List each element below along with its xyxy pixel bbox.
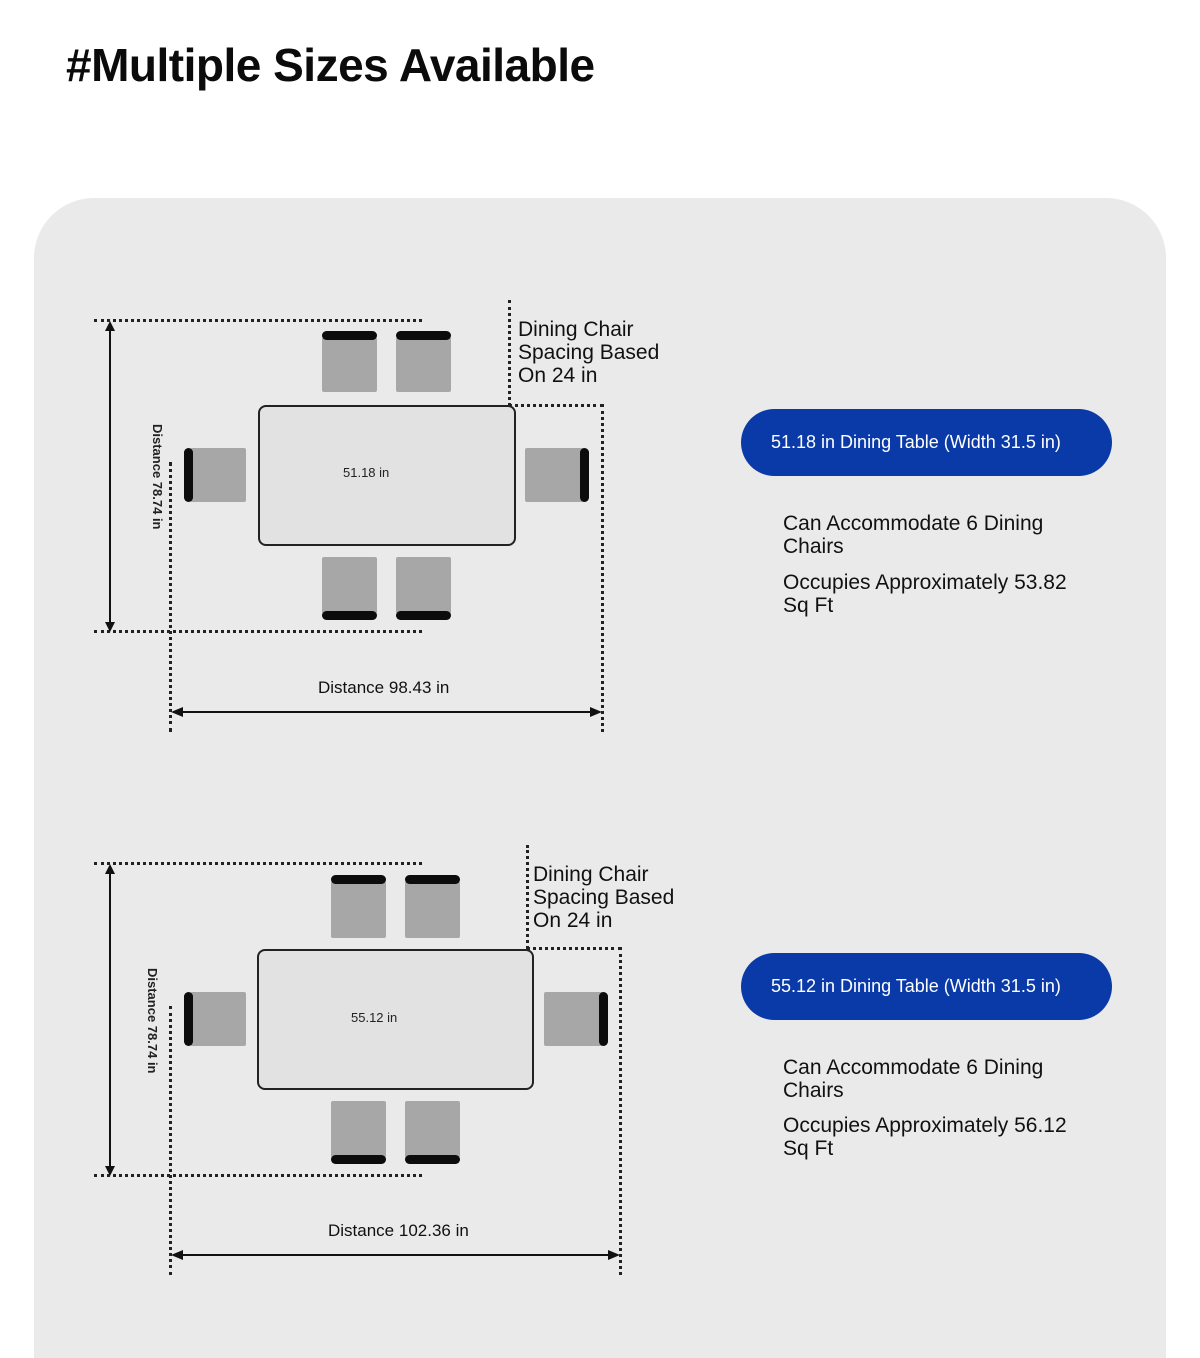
page-title: #Multiple Sizes Available	[66, 39, 595, 91]
chair-back	[184, 992, 193, 1046]
chair-top-right	[405, 881, 460, 938]
width-distance-label: Distance 102.36 in	[328, 1221, 469, 1240]
chair-back	[331, 1155, 386, 1164]
right-extent-line	[601, 404, 604, 732]
width-dimension-line	[176, 711, 596, 713]
chair-back	[405, 1155, 460, 1164]
chair-left	[190, 992, 246, 1046]
spacing-top-line	[508, 404, 604, 407]
chair-spacing-note: Dining Chair Spacing Based On 24 in	[533, 863, 675, 932]
table-length-label: 55.12 in	[351, 1010, 398, 1025]
chair-back	[580, 448, 589, 502]
arrow-right-icon	[608, 1250, 620, 1260]
capacity-text: Can Accommodate 6 Dining Chairs	[783, 512, 1044, 558]
chair-top-left	[322, 337, 377, 392]
spacing-divider-line	[508, 300, 511, 406]
height-distance-label: Distance 78.74 in	[145, 968, 160, 1074]
chair-spacing-note: Dining Chair Spacing Based On 24 in	[518, 318, 660, 387]
left-extent-line	[169, 462, 172, 732]
chair-bottom-left	[322, 557, 377, 614]
table-length-label: 51.18 in	[343, 465, 390, 480]
chair-bottom-right	[396, 557, 451, 614]
chair-back	[322, 331, 377, 340]
chair-left	[190, 448, 246, 502]
arrow-left-icon	[171, 707, 183, 717]
bottom-extent-line	[94, 630, 422, 633]
right-extent-line	[619, 947, 622, 1275]
chair-bottom-right	[405, 1101, 460, 1158]
width-dimension-line	[176, 1254, 614, 1256]
width-distance-label: Distance 98.43 in	[318, 678, 450, 697]
chair-back	[599, 992, 608, 1046]
bottom-extent-line	[94, 1174, 422, 1177]
top-extent-line	[94, 319, 422, 322]
top-extent-line	[94, 862, 422, 865]
chair-top-left	[331, 881, 386, 938]
arrow-left-icon	[171, 1250, 183, 1260]
size-badge-2: 55.12 in Dining Table (Width 31.5 in)	[741, 953, 1112, 1020]
chair-back	[405, 875, 460, 884]
chair-right	[525, 448, 585, 502]
height-dimension-line	[109, 868, 111, 1170]
area-text: Occupies Approximately 56.12 Sq Ft	[783, 1114, 1067, 1160]
chair-back	[396, 331, 451, 340]
dining-table	[258, 405, 516, 546]
dining-table	[257, 949, 534, 1090]
chair-back	[331, 875, 386, 884]
arrow-up-icon	[105, 321, 115, 331]
chair-back	[322, 611, 377, 620]
height-distance-label: Distance 78.74 in	[150, 424, 165, 530]
spacing-top-line	[526, 947, 622, 950]
arrow-up-icon	[105, 864, 115, 874]
chair-back	[396, 611, 451, 620]
area-text: Occupies Approximately 53.82 Sq Ft	[783, 571, 1067, 617]
chair-bottom-left	[331, 1101, 386, 1158]
arrow-down-icon	[105, 622, 115, 632]
capacity-text: Can Accommodate 6 Dining Chairs	[783, 1056, 1044, 1102]
arrow-down-icon	[105, 1166, 115, 1176]
chair-top-right	[396, 337, 451, 392]
left-extent-line	[169, 1006, 172, 1275]
chair-back	[184, 448, 193, 502]
size-badge-1: 51.18 in Dining Table (Width 31.5 in)	[741, 409, 1112, 476]
chair-right	[544, 992, 604, 1046]
arrow-right-icon	[590, 707, 602, 717]
height-dimension-line	[109, 325, 111, 627]
spacing-divider-line	[526, 845, 529, 949]
